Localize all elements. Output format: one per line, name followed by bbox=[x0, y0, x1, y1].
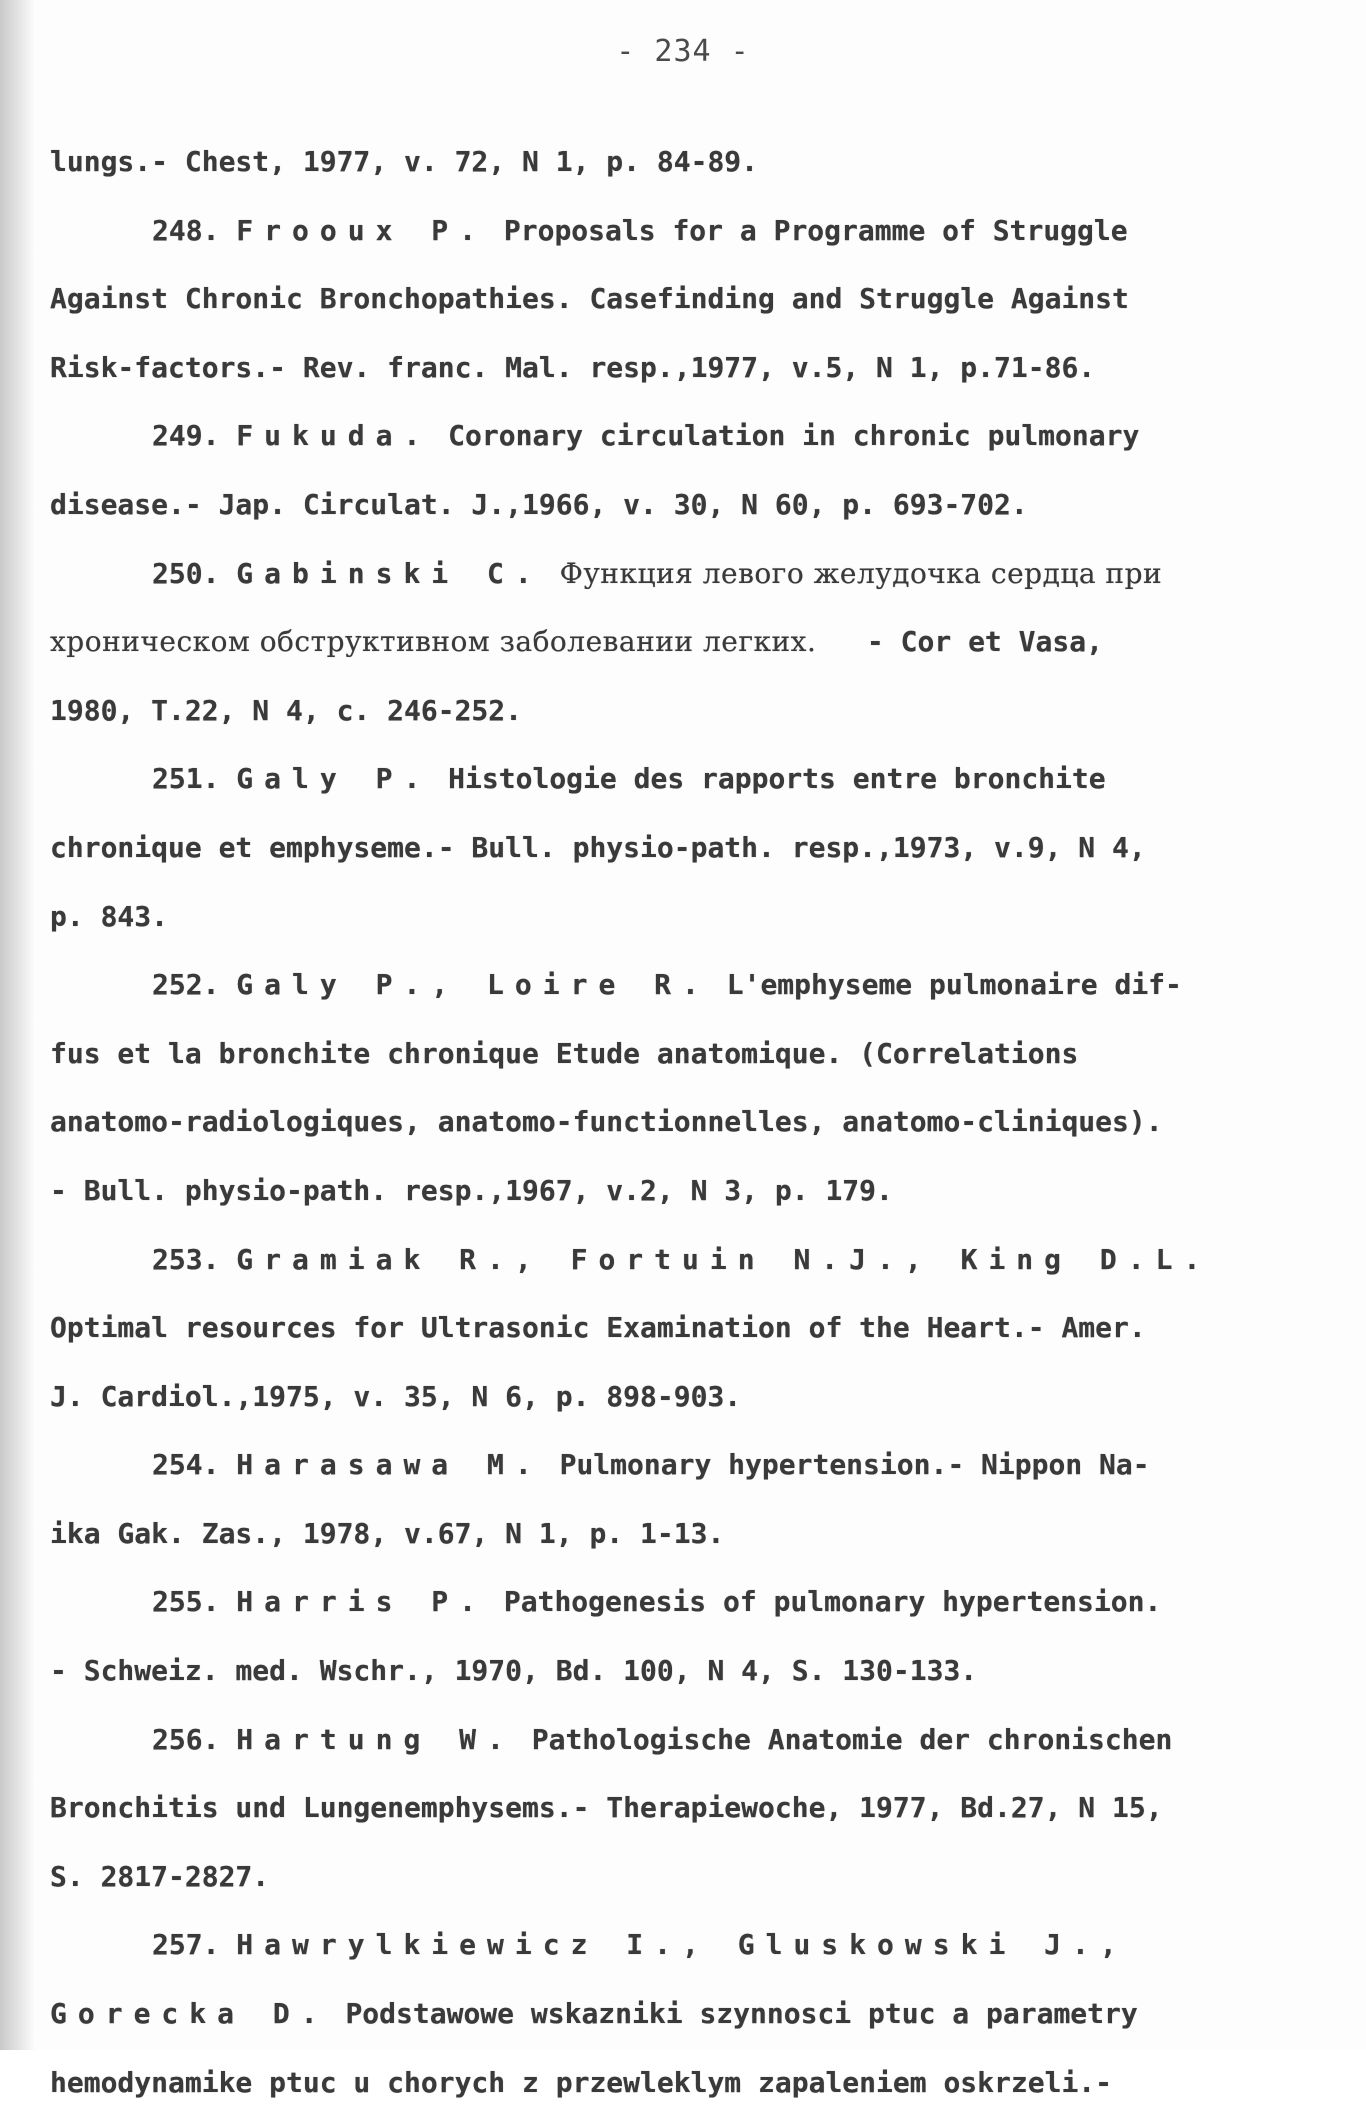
entry-number: 248. bbox=[152, 213, 220, 247]
entry-number: 255. bbox=[152, 1585, 220, 1619]
entry-number: 250. bbox=[152, 556, 220, 590]
entry-251 bbox=[50, 745, 1300, 814]
text-line: Against Chronic Bronchopathies. Casefinding and Struggle Against bbox=[50, 282, 1129, 316]
entry-number: 257. bbox=[152, 1928, 220, 1962]
text-line: J. Cardiol.,1975, v. 35, N 6, p. 898-903. bbox=[50, 1379, 742, 1413]
entry-author: Gramiak R., Fortuin N.J., King D.L. bbox=[236, 1242, 1212, 1276]
entry-number: 254. bbox=[152, 1448, 220, 1482]
text-line: 1980, T.22, N 4, c. 246-252. bbox=[50, 693, 523, 727]
entry-author: Hartung W. bbox=[236, 1722, 515, 1756]
entry-author: Frooux P. bbox=[236, 213, 488, 247]
entry-number: 251. bbox=[152, 762, 220, 796]
entry-author: Galy P., Loire R. bbox=[236, 968, 710, 1002]
entry-254 bbox=[50, 1431, 1300, 1500]
text-line: ika Gak. Zas., 1978, v.67, N 1, p. 1-13. bbox=[50, 1516, 725, 1550]
entry-250 bbox=[50, 540, 1300, 609]
text-line: p. 843. bbox=[50, 899, 169, 933]
entry-title: Функция левого желудочка сердца при bbox=[559, 556, 1163, 590]
text-line: lungs.- Chest, 1977, v. 72, N 1, p. 84-89. bbox=[50, 145, 759, 178]
entry-number: 249. bbox=[152, 419, 220, 453]
entry-author: Gorecka D. bbox=[50, 1997, 329, 2031]
scan-edge-shadow bbox=[0, 0, 34, 2050]
entry-author: Gabinski C. bbox=[236, 556, 543, 590]
entry-256 bbox=[50, 1706, 1300, 1775]
page-number: - 234 - bbox=[616, 34, 750, 69]
entry-248 bbox=[50, 197, 1300, 266]
text-line: - Schweiz. med. Wschr., 1970, Bd. 100, N 4, S. 130-133. bbox=[50, 1654, 978, 1688]
entry-title: L'emphyseme pulmonaire dif- bbox=[726, 968, 1182, 1002]
text-line: хроническом обструктивном заболевании легких. - Cor et Vasa, bbox=[50, 625, 1103, 659]
entry-253 bbox=[50, 1226, 1300, 1295]
entry-author: Fukuda. bbox=[236, 419, 432, 453]
text-line: S. 2817-2827. bbox=[50, 1859, 270, 1893]
entry-title: Pathogenesis of pulmonary hypertension. bbox=[503, 1585, 1162, 1619]
entry-number: 253. bbox=[152, 1242, 220, 1276]
entry-252 bbox=[50, 951, 1300, 1020]
text-line: hemodynamike ptuc u chorych z przewleklym zapaleniem oskrzeli.- bbox=[50, 2065, 1113, 2099]
entry-249 bbox=[50, 402, 1300, 471]
entry-author: Harasawa M. bbox=[236, 1448, 543, 1482]
entry-number: 252. bbox=[152, 968, 220, 1002]
entry-number: 256. bbox=[152, 1722, 220, 1756]
entry-257 bbox=[50, 1911, 1300, 1980]
entry-title: Histologie des rapports entre bronchite bbox=[448, 762, 1106, 796]
entry-author: Galy P. bbox=[236, 762, 432, 796]
entry-author: Hawrylkiewicz I., Gluskowski J., bbox=[236, 1928, 1128, 1962]
text-line: anatomo-radiologiques, anatomo-functionnelles, anatomo-cliniques). bbox=[50, 1105, 1163, 1139]
bibliography-text bbox=[50, 128, 1300, 2117]
text-line: disease.- Jap. Circulat. J.,1966, v. 30, N 60, p. 693-702. bbox=[50, 487, 1028, 521]
text-line: chronique et emphyseme.- Bull. physio-path. resp.,1973, v.9, N 4, bbox=[50, 830, 1146, 864]
entry-255 bbox=[50, 1568, 1300, 1637]
entry-title: Pulmonary hypertension.- Nippon Na- bbox=[559, 1448, 1150, 1482]
text-line: fus et la bronchite chronique Etude anatomique. (Correlations bbox=[50, 1036, 1079, 1070]
text-line: - Bull. physio-path. resp.,1967, v.2, N 3, p. 179. bbox=[50, 1173, 893, 1207]
entry-author: Harris P. bbox=[236, 1585, 488, 1619]
text-line: Optimal resources for Ultrasonic Examination of the Heart.- Amer. bbox=[50, 1311, 1146, 1345]
text-line: Gorecka D. Podstawowe wskazniki szynnosci ptuc a parametry bbox=[50, 1997, 1138, 2031]
entry-title: Coronary circulation in chronic pulmonary bbox=[448, 419, 1140, 453]
entry-title: Proposals for a Programme of Struggle bbox=[503, 213, 1128, 247]
text-line: Risk-factors.- Rev. franc. Mal. resp.,1977, v.5, N 1, p.71-86. bbox=[50, 350, 1096, 384]
entry-title: Pathologische Anatomie der chronischen bbox=[531, 1722, 1173, 1756]
text-line: Bronchitis und Lungenemphysems.- Therapiewoche, 1977, Bd.27, N 15, bbox=[50, 1791, 1163, 1825]
